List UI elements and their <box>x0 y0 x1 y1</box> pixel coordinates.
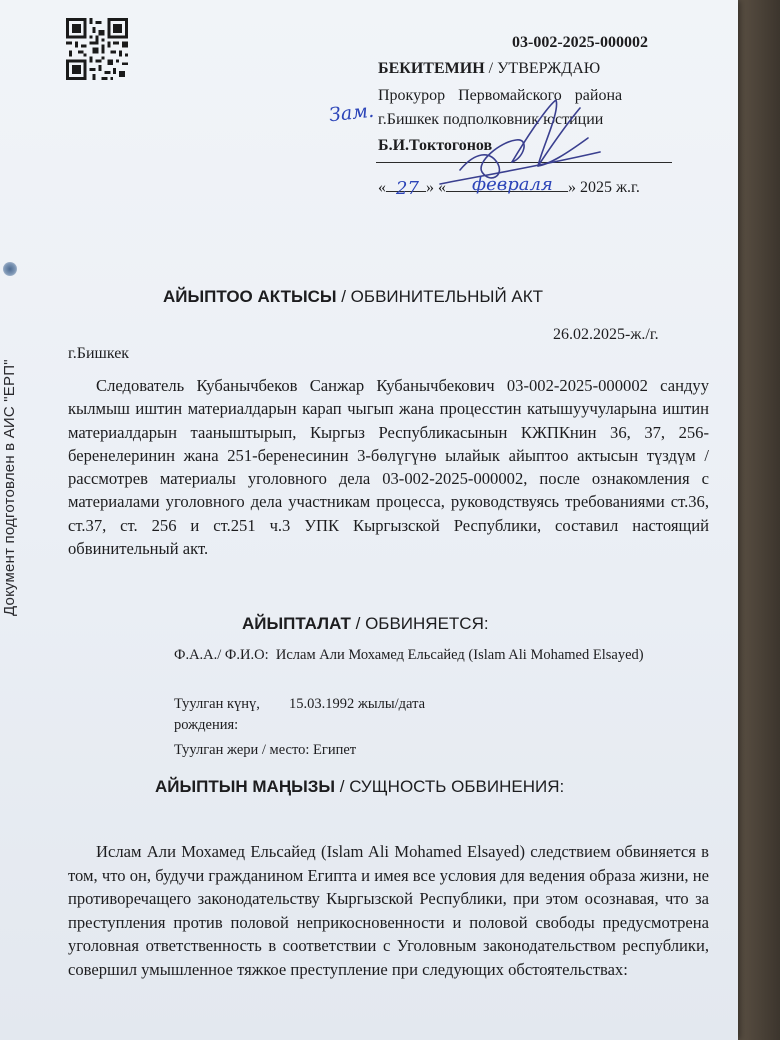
birth-date-label: Туулган күнү, рождения: <box>174 696 260 733</box>
date-mid: » « <box>426 179 446 196</box>
accused-name-field <box>174 645 674 666</box>
date-tail: » 2025 ж.г. <box>568 179 640 196</box>
handwritten-signature <box>420 92 610 202</box>
charge-essence-paragraph: Ислам Али Мохамед Ельсайед (Islam Ali Mohamed Elsayed) следствием обвиняется в том, что он, будучи гражданином Египта и имея все условия для ведения образа жизни, не противоречащего законодательству Кыргызской Республики, при этом осознавая, что за преступления против половой неприкосновенности и половой свободы предусмотрена уголовная ответственность в соответствии с Уголовным законодательством республики, совершил умышленное тяжкое преступление при следующих обстоятельствах: <box>68 842 709 979</box>
birth-place-label: Туулган жери / место: <box>174 742 310 758</box>
approval-heading <box>378 60 600 78</box>
date-open-quote: « <box>378 179 386 196</box>
accused-name-label: Ф.А.А./ Ф.И.О: <box>174 647 269 663</box>
birth-place-field <box>174 740 356 761</box>
birth-place-value: Египет <box>313 742 357 758</box>
handwritten-day: 27 <box>396 178 419 199</box>
punch-hole-icon <box>3 262 17 276</box>
charge-essence-heading <box>155 777 564 797</box>
accused-heading <box>242 614 489 634</box>
accused-name-value: Ислам Али Мохамед Ельсайед (Islam Ali Mohamed Elsayed) <box>275 647 644 663</box>
birth-date-value: 15.03.1992 жылы/дата <box>289 696 426 712</box>
document-title <box>163 287 543 307</box>
approval-heading-ru: / УТВЕРЖДАЮ <box>484 60 601 77</box>
city: г.Бишкек <box>68 345 130 362</box>
handwritten-prefix: Зам. <box>327 99 375 127</box>
handwritten-month: февраля <box>472 174 553 195</box>
essence-heading-ru: / СУЩНОСТЬ ОБВИНЕНИЯ: <box>335 777 565 796</box>
title-ru: / ОБВИНИТЕЛЬНЫЙ АКТ <box>336 287 544 306</box>
accused-heading-kg: АЙЫПТАЛАТ <box>242 614 351 633</box>
approval-heading-kg: БЕКИТЕМИН <box>378 60 485 77</box>
intro-paragraph: Следователь Кубанычбеков Санжар Кубанычбекович 03-002-2025-000002 сандуу кылмыш иштин материалдарын карап чыгып жана процесстин катышуучуларына иштин материалдарын тааныштырып, Кыргыз Республикасынын КЖПКнин 36, 37, 256-беренелеринин жана 251-беренесинин 3-бөлүгүнө ылайык айыптоо актысын түздүм / рассмотрев материалы уголовного дела 03-002-2025-000002, после ознакомления с материалами уголовного дела участникам процесса, руководствуясь требованиями ст.36, ст.37, ст. 256 и ст.251 ч.3 УПК Кыргызской Республики, составил настоящий обвинительный акт. <box>68 376 709 559</box>
approver-name: Б.И.Токтогонов <box>378 137 493 154</box>
act-date: 26.02.2025-ж./г. <box>553 326 659 343</box>
approver-position-line2: г.Бишкек подполковник юстиции <box>378 111 604 128</box>
approver-position-line1: Прокурор Первомайского района <box>378 87 623 104</box>
qr-code-icon <box>66 18 128 80</box>
accused-heading-ru: / ОБВИНЯЕТСЯ: <box>350 614 489 633</box>
essence-heading-kg: АЙЫПТЫН МАҢЫЗЫ <box>155 777 336 796</box>
system-watermark-text: Документ подготовлен в АИС "ЕРП" <box>1 359 18 616</box>
title-kg: АЙЫПТОО АКТЫСЫ <box>163 287 337 306</box>
registration-number: 03-002-2025-000002 <box>512 34 648 51</box>
